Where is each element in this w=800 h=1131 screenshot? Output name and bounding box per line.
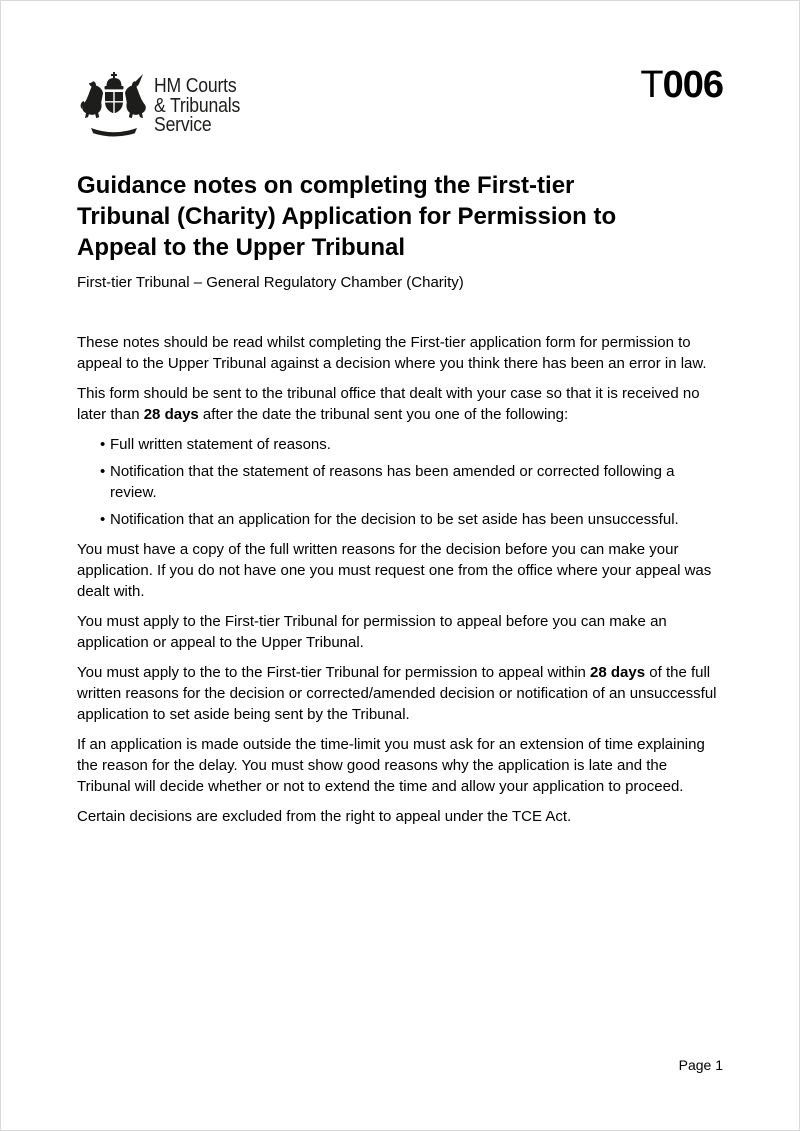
page-subtitle: First-tier Tribunal – General Regulatory Chamber (Charity) xyxy=(77,274,464,291)
paragraph-apply-first: You must apply to the First-tier Tribunal for permission to appeal before you can make an application or appeal to the Upper Tribunal. xyxy=(77,613,667,651)
paragraph-time-limit xyxy=(77,662,723,725)
paragraph-intro: These notes should be read whilst completing the First-tier application form for permission to appeal to the Upper Tribunal against a decision where you think there has been an error in law. xyxy=(77,334,707,372)
org-name-line: Service xyxy=(154,114,212,136)
paragraph-text: This form should be sent to the tribunal office that dealt with your case so that it is received no later than xyxy=(77,385,700,423)
org-name-line: & Tribunals xyxy=(154,94,241,117)
paragraph-excluded: Certain decisions are excluded from the right to appeal under the TCE Act. xyxy=(77,808,572,825)
list-item: • Notification that an application for the decision to be set aside has been unsuccessful. xyxy=(77,509,723,530)
page-number: Page 1 xyxy=(678,1057,723,1073)
deadline-emphasis: 28 days xyxy=(143,406,199,423)
form-code-number: 006 xyxy=(662,64,723,106)
page-title-line: Appeal to the Upper Tribunal xyxy=(77,234,406,261)
paragraph-extension: If an application is made outside the time-limit you must ask for an extension of time explaining the reason for the delay. You must show good reasons why the application is late and the Tribunal will decide whether or not to extend the time and allow your application to proceed. xyxy=(77,736,705,795)
body-text xyxy=(77,332,723,827)
paragraph-deadline xyxy=(77,383,723,425)
paragraph-text: You must apply to the to the First-tier Tribunal for permission to appeal within xyxy=(77,664,591,681)
document-content xyxy=(77,0,723,836)
deadline-emphasis: 28 days xyxy=(590,664,646,681)
list-item: • Full written statement of reasons. xyxy=(77,434,723,455)
list-item: • Notification that the statement of reasons has been amended or corrected following a review. xyxy=(77,461,723,503)
org-name-line: HM Courts xyxy=(154,75,237,97)
page-title-line: Tribunal (Charity) Application for Permission to xyxy=(77,203,617,230)
bullet-list xyxy=(77,434,723,530)
paragraph-written-reasons: You must have a copy of the full written reasons for the decision before you can make your application. If you do not have one you must request one from the office where your appeal was dealt with. xyxy=(77,541,712,600)
form-code-prefix: T xyxy=(640,64,663,106)
page-title-line: Guidance notes on completing the First-tier xyxy=(77,172,575,199)
page-title xyxy=(77,170,723,263)
paragraph-text: after the date the tribunal sent you one of the following: xyxy=(198,406,569,423)
paragraph-text: of the full written reasons for the decision or corrected/amended decision or notification of an unsuccessful application to set aside being sent by the Tribunal. xyxy=(77,664,717,723)
